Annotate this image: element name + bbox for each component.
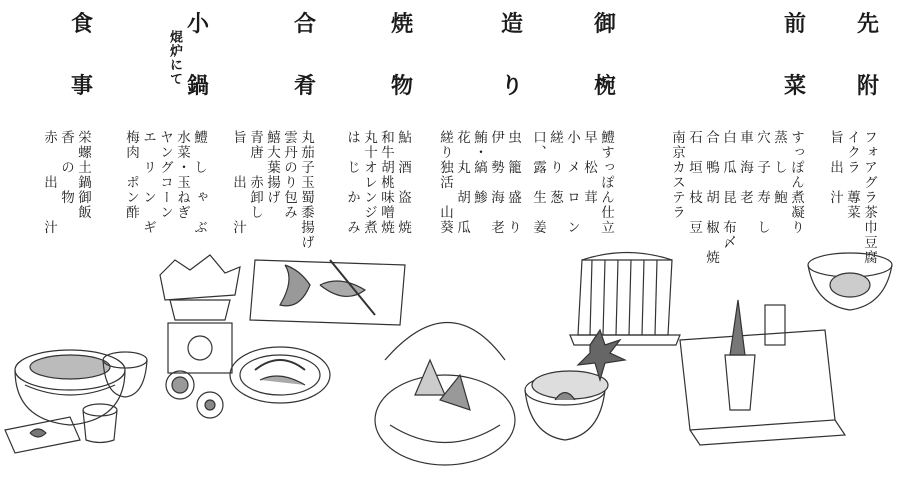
dish-item: 鮪・縞 鯵 [471, 130, 487, 205]
dish-item: 赤 出 汁 [41, 130, 57, 235]
dish-list-konabe [123, 130, 207, 250]
insect-cage-icon [570, 253, 680, 346]
lacquer-tray-icon [680, 300, 845, 445]
dish-item: フォアグラ茶巾豆腐 [861, 130, 877, 265]
dish-list-sakizuke [827, 130, 877, 265]
dish-item: 縒 り 葱 [547, 130, 563, 205]
dish-item: 穴 子 寿 し [754, 130, 770, 235]
dish-list-owan [530, 130, 614, 250]
dish-list-yakimono [344, 130, 411, 250]
dish-item: 旨 出 汁 [827, 130, 843, 205]
dish-item: 早 松 茸 [581, 130, 597, 205]
dish-item: 車 海 老 [737, 130, 753, 205]
konro-paper-pot-icon [160, 255, 240, 373]
dish-item: 丸茄子玉蜀黍揚げ [298, 130, 314, 250]
round-plate-fried-icon [230, 347, 330, 403]
course-title-zensai: 前 菜 [783, 11, 806, 99]
dish-item: すっぽん煮凝り [788, 130, 804, 235]
dish-item: 青唐 赤卸し [247, 130, 263, 220]
dish-item: ヤングコーン [157, 130, 173, 220]
course-title-sakizuke: 先 附 [856, 11, 879, 99]
dish-item: 合 鴨 胡 椒 焼 [703, 130, 719, 265]
dish-item: 白 瓜 昆 布〆 [720, 130, 736, 250]
dish-item: イクラ 蓴菜 [844, 130, 860, 220]
dish-item: エ リ ン ギ [140, 130, 156, 235]
grill-board-icon [250, 260, 405, 325]
dish-item: 鮎 酒 盗 焼 [395, 130, 411, 235]
dish-item: 伊 勢 海 老 [488, 130, 504, 235]
course-title-shokuji: 食 事 [70, 11, 93, 99]
dish-item: 香 の 物 [58, 130, 74, 205]
hand-basket-icon [375, 323, 515, 466]
dish-item: 小 メ ロ ン [564, 130, 580, 235]
dish-list-zensai [669, 130, 804, 265]
donabe-rice-pot-icon [15, 350, 125, 425]
dish-item: 蒸 し 鮑 [771, 130, 787, 205]
course-title-konabe: 小 鍋 [186, 11, 209, 99]
dish-item: 栄螺土鍋御飯 [75, 130, 91, 220]
dish-item: 縒り独活 山葵 [437, 130, 453, 235]
course-title-tsukuri: 造 り [500, 11, 523, 99]
dish-item: 虫 籠 盛 り [505, 130, 521, 235]
dish-item: 雲丹のり包み [281, 130, 297, 220]
lidded-bowl-icon [525, 371, 608, 440]
dish-item: は じ か み [344, 130, 360, 235]
kaiseki-dishes-illustration [0, 245, 900, 480]
dish-item: 鱧 し ゃ ぶ [191, 130, 207, 235]
dish-item: 和牛胡桃味噌焼 [378, 130, 394, 235]
course-title-owan: 御 椀 [593, 11, 616, 99]
dish-list-tsukuri [437, 130, 521, 250]
pickle-plate-icon [5, 417, 80, 453]
dish-item: 丸十オレンジ煮 [361, 130, 377, 235]
dish-item: 旨 出 汁 [230, 130, 246, 235]
dish-item: 鱚大葉揚げ [264, 130, 280, 205]
course-title-yakimono: 焼 物 [390, 11, 413, 99]
dish-item: 口、露 生 姜 [530, 130, 546, 235]
dish-item: 花 丸 胡 瓜 [454, 130, 470, 235]
glass-bowl-icon [808, 253, 892, 310]
course-subtitle-konabe: 焜炉にて [167, 30, 182, 86]
dish-item: 南京カステラ [669, 130, 685, 220]
dish-list-shokuji [41, 130, 91, 250]
course-title-shiizakana: 合 肴 [293, 11, 316, 99]
dish-list-shiizakana [230, 130, 314, 250]
small-cup-icon [83, 404, 117, 443]
sauce-dishes-icon [166, 371, 223, 418]
dish-item: 水菜・玉ねぎ [174, 130, 190, 220]
dish-item: 鱧すっぽん仕立 [598, 130, 614, 235]
dish-item: 梅肉 ポン酢 [123, 130, 139, 220]
dish-item: 石 垣 枝 豆 [686, 130, 702, 235]
